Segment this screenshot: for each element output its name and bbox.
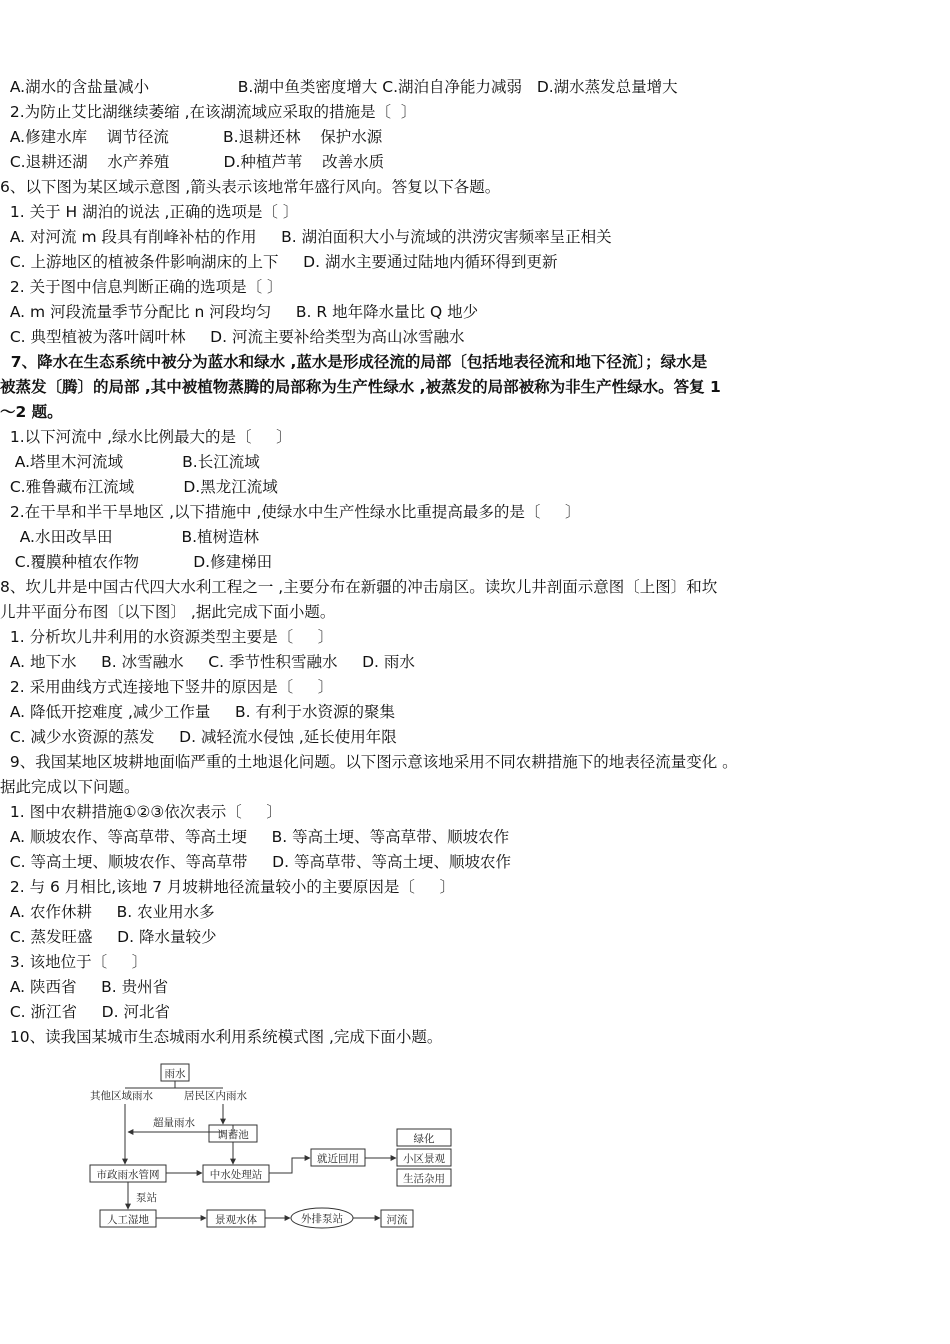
greening-label: 绿化 bbox=[413, 1133, 435, 1145]
q8-stem-1: 8、坎儿井是中国古代四大水利工程之一 ,主要分布在新疆的冲击扇区。读坎儿井剖面示意图〔上图〕和坎 bbox=[0, 578, 718, 596]
q6-2-question: 2. 关于图中信息判断正确的选项是〔 〕 bbox=[0, 278, 283, 296]
river-label: 河流 bbox=[386, 1214, 408, 1226]
resident-rain-label: 居民区内雨水 bbox=[184, 1090, 247, 1102]
q5-option-line-1: A.湖水的含盐量减小 B.湖中鱼类密度增大 C.湖泊自净能力减弱 D.湖水蒸发总量增大 bbox=[0, 78, 678, 96]
excess-rain-label: 超量雨水 bbox=[153, 1117, 195, 1129]
municipal-pipe-label: 市政雨水管网 bbox=[96, 1169, 160, 1181]
q6-1-options-cd: C. 上游地区的植被条件影响湖床的上下 D. 湖水主要通过陆地内循环得到更新 bbox=[0, 253, 558, 271]
q7-2-options-cd: C.覆膜种植农作物 D.修建梯田 bbox=[0, 553, 273, 571]
q7-stem-1: 7、降水在生态系统中被分为蓝水和绿水 ,蓝水是形成径流的局部〔包括地表径流和地下径流〕；绿水是 bbox=[0, 353, 708, 371]
q8-1-options: A. 地下水 B. 冰雪融水 C. 季节性积雪融水 D. 雨水 bbox=[0, 653, 415, 671]
station-to-reuse-arrow bbox=[269, 1158, 310, 1173]
q9-3-question: 3. 该地位于〔 〕 bbox=[0, 953, 148, 971]
q7-1-options-ab: A.塔里木河流域 B.长江流域 bbox=[0, 453, 260, 471]
q6-1-question: 1. 关于 H 湖泊的说法 ,正确的选项是〔 〕 bbox=[0, 203, 299, 221]
q9-2-question: 2. 与 6 月相比,该地 7 月坡耕地径流量较小的主要原因是〔 〕 bbox=[0, 878, 456, 896]
q6-2-options-cd: C. 典型植被为落叶阔叶林 D. 河流主要补给类型为高山冰雪融水 bbox=[0, 328, 465, 346]
q6-1-options-ab: A. 对河流 m 段具有削峰补枯的作用 B. 湖泊面积大小与流域的洪涝灾害频率呈正相关 bbox=[0, 228, 612, 246]
q9-3-options-ab: A. 陕西省 B. 贵州省 bbox=[0, 978, 169, 996]
wetland-label: 人工湿地 bbox=[107, 1214, 149, 1226]
q5-2-options-cd: C.退耕还湖 水产养殖 D.种植芦苇 改善水质 bbox=[0, 153, 385, 171]
reclaimed-station-label: 中水处理站 bbox=[209, 1169, 263, 1181]
nearby-reuse-label: 就近回用 bbox=[317, 1153, 359, 1165]
q8-2-options-ab: A. 降低开挖难度 ,减少工作量 B. 有利于水资源的聚集 bbox=[0, 703, 396, 721]
q8-2-question: 2. 采用曲线方式连接地下竖井的原因是〔 〕 bbox=[0, 678, 334, 696]
q8-2-options-cd: C. 减少水资源的蒸发 D. 减轻流水侵蚀 ,延长使用年限 bbox=[0, 728, 397, 746]
other-rain-label: 其他区域雨水 bbox=[90, 1090, 153, 1102]
landscape-label: 小区景观 bbox=[403, 1153, 445, 1165]
q6-2-options-ab: A. m 河段流量季节分配比 n 河段均匀 B. R 地年降水量比 Q 地少 bbox=[0, 303, 479, 321]
q7-stem-2: 被蒸发〔腾〕的局部 ,其中被植物蒸腾的局部称为生产性绿水 ,被蒸发的局部被称为非生产性绿水。答复 1 bbox=[0, 378, 721, 396]
q7-1-question: 1.以下河流中 ,绿水比例最大的是〔 〕 bbox=[0, 428, 292, 446]
q7-1-options-cd: C.雅鲁藏布江流域 D.黑龙江流域 bbox=[0, 478, 278, 496]
q9-2-options-cd: C. 蒸发旺盛 D. 降水量较少 bbox=[0, 928, 217, 946]
storage-pool-label: 调蓄池 bbox=[217, 1129, 249, 1141]
q7-2-options-ab: A.水田改旱田 B.植树造林 bbox=[0, 528, 260, 546]
outflow-pump-label: 外排泵站 bbox=[301, 1213, 343, 1225]
rainwater-system-diagram bbox=[88, 1062, 460, 1232]
q8-1-question: 1. 分析坎儿井利用的水资源类型主要是〔 〕 bbox=[0, 628, 334, 646]
q7-2-question: 2.在干旱和半干旱地区 ,以下措施中 ,使绿水中生产性绿水比重提高最多的是〔 〕 bbox=[0, 503, 581, 521]
q9-3-options-cd: C. 浙江省 D. 河北省 bbox=[0, 1003, 170, 1021]
water-body-label: 景观水体 bbox=[215, 1214, 257, 1226]
q9-1-options-ab: A. 顺坡农作、等高草带、等高土埂 B. 等高土埂、等高草带、顺坡农作 bbox=[0, 828, 510, 846]
q9-2-options-ab: A. 农作休耕 B. 农业用水多 bbox=[0, 903, 215, 921]
rain-label: 雨水 bbox=[164, 1068, 186, 1080]
q7-stem-3: ～2 题。 bbox=[0, 403, 63, 421]
q9-stem-2: 据此完成以下问题。 bbox=[0, 778, 140, 796]
q8-stem-2: 儿井平面分布图〔以下图〕 ,据此完成下面小题。 bbox=[0, 603, 336, 621]
q9-1-options-cd: C. 等高土埂、顺坡农作、等高草带 D. 等高草带、等高土埂、顺坡农作 bbox=[0, 853, 511, 871]
q10-stem: 10、读我国某城市生态城雨水利用系统模式图 ,完成下面小题。 bbox=[0, 1028, 443, 1046]
q6-stem: 6、以下图为某区域示意图 ,箭头表示该地常年盛行风向。答复以下各题。 bbox=[0, 178, 501, 196]
q9-1-question: 1. 图中农耕措施①②③依次表示〔 〕 bbox=[0, 803, 282, 821]
q5-2-question: 2.为防止艾比湖继续萎缩 ,在该湖流域应采取的措施是〔 〕 bbox=[0, 103, 417, 121]
q5-2-options-ab: A.修建水库 调节径流 B.退耕还林 保护水源 bbox=[0, 128, 383, 146]
pump-station-label: 泵站 bbox=[136, 1192, 157, 1204]
q9-stem-1: 9、我国某地区坡耕地面临严重的土地退化问题。以下图示意该地采用不同农耕措施下的地表径流量变化 。 bbox=[0, 753, 738, 771]
misc-use-label: 生活杂用 bbox=[403, 1173, 445, 1185]
